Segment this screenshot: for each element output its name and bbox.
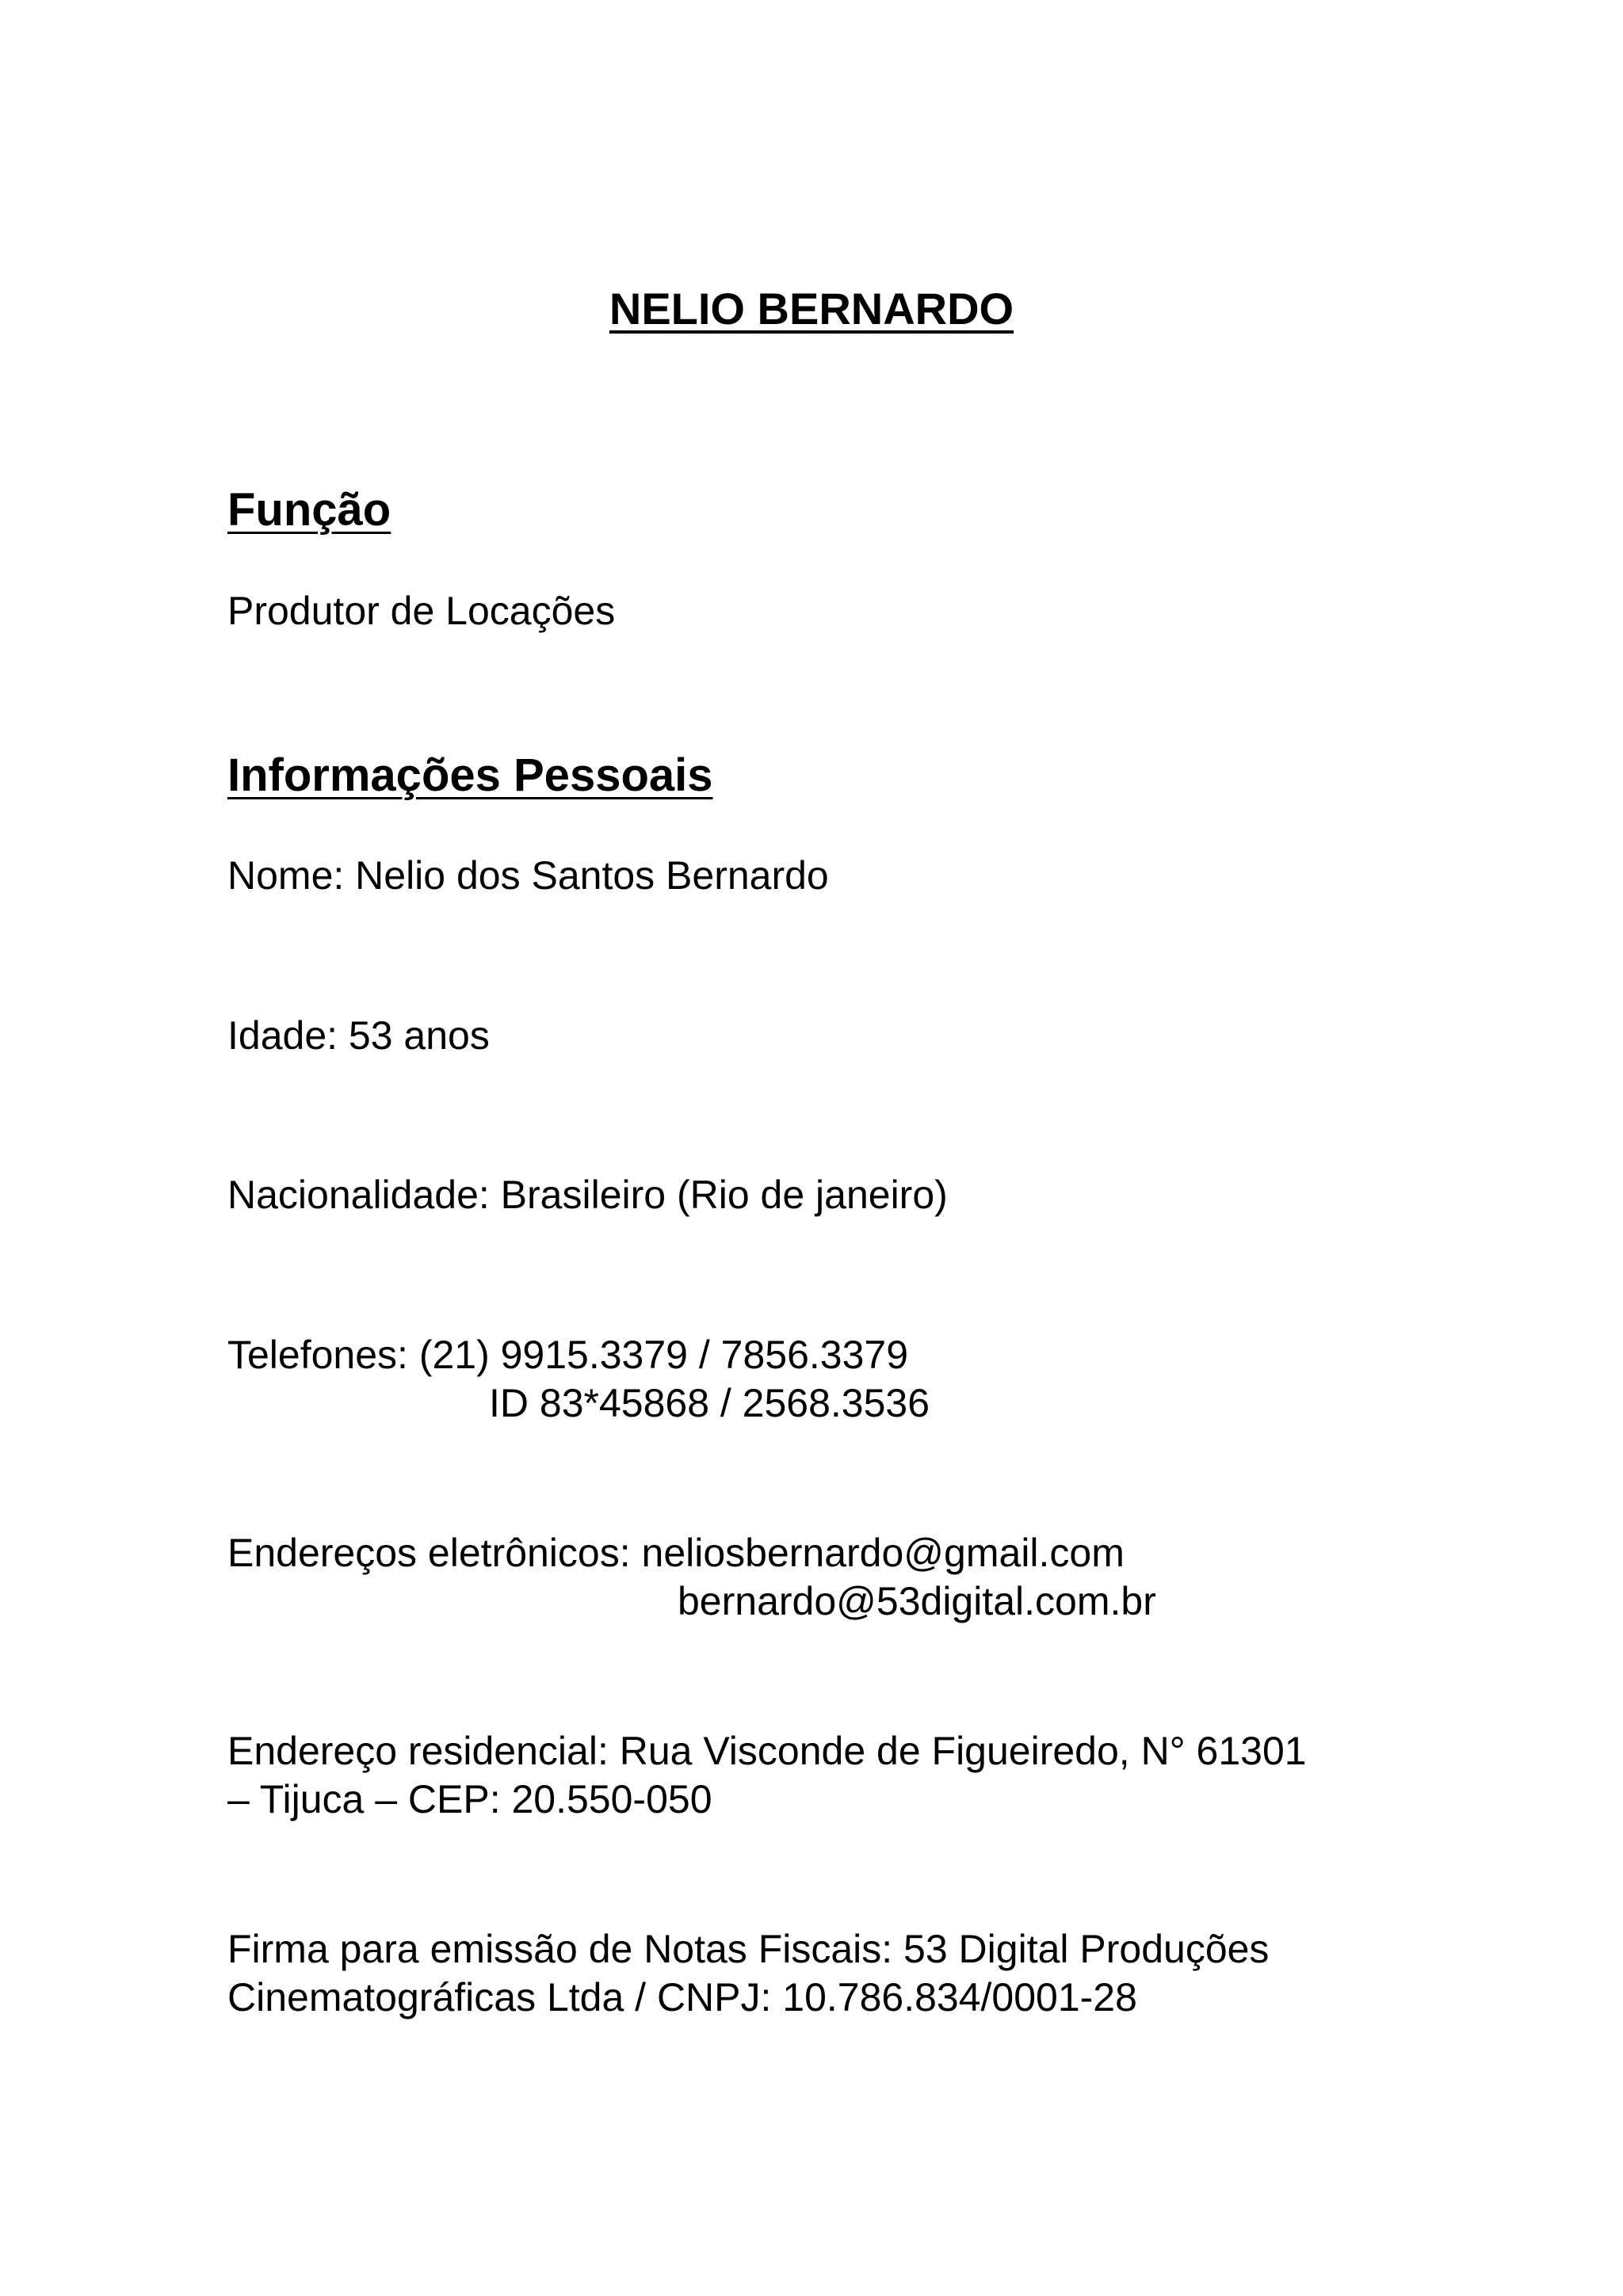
telefones-line-1: Telefones: (21) 9915.3379 / 7856.3379	[227, 1333, 909, 1377]
endereco-line-1: Endereço residencial: Rua Visconde de Figueiredo, N° 61301	[227, 1729, 1307, 1773]
endereco-line-2: – Tijuca – CEP: 20.550-050	[227, 1777, 712, 1821]
firma-line-1: Firma para emissão de Notas Fiscais: 53 Digital Produções	[227, 1927, 1270, 1971]
emails-line-2: bernardo@53digital.com.br	[678, 1579, 1156, 1623]
firma-line-2: Cinematográficas Ltda / CNPJ: 10.786.834/0001-28	[227, 1975, 1137, 2019]
document-title: NELIO BERNARDO	[609, 284, 1014, 334]
emails-line-1: Endereços eletrônicos: neliosbernardo@gmail.com	[227, 1531, 1125, 1575]
info-heading: Informações Pessoais	[227, 749, 713, 801]
nome-line: Nome: Nelio dos Santos Bernardo	[227, 853, 829, 898]
telefones-line-2: ID 83*45868 / 2568.3536	[489, 1381, 930, 1425]
idade-line: Idade: 53 anos	[227, 1013, 490, 1058]
nacionalidade-line: Nacionalidade: Brasileiro (Rio de janeiro)	[227, 1173, 948, 1217]
funcao-value: Produtor de Locações	[227, 589, 616, 633]
funcao-heading: Função	[227, 484, 391, 536]
